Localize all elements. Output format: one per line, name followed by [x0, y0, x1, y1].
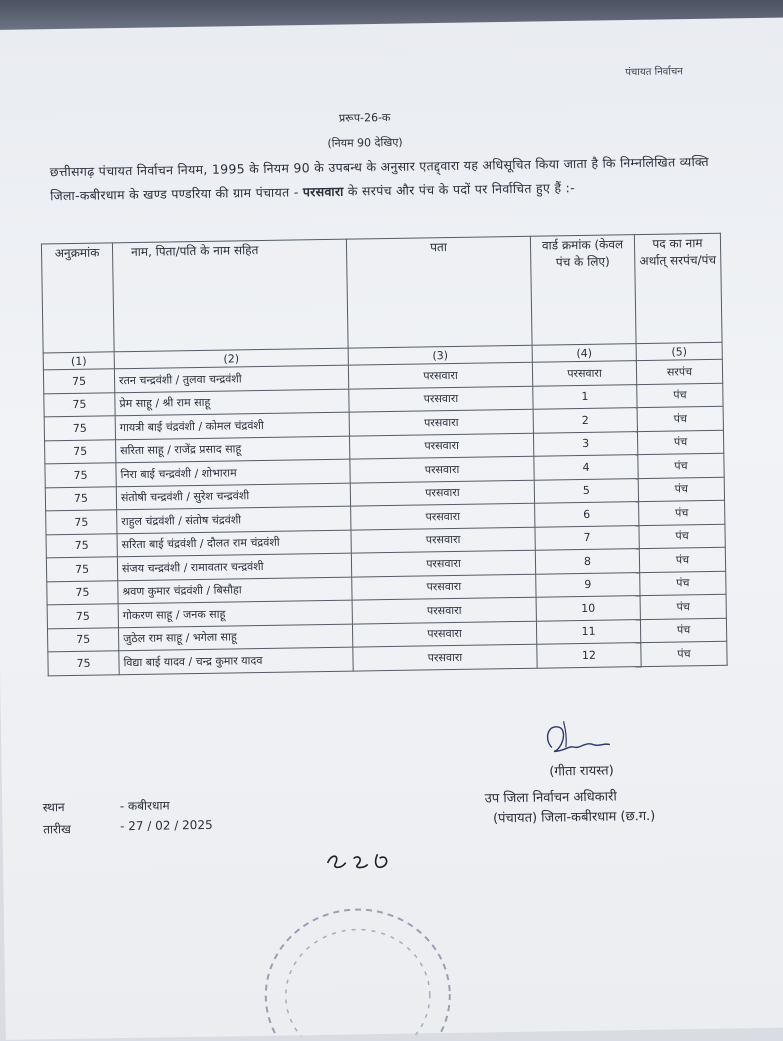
cell-serial: 75	[47, 604, 118, 629]
date-label: तारीख	[43, 822, 72, 837]
cell-address: परसवारा	[349, 433, 533, 459]
cell-post: पंच	[637, 430, 723, 455]
cell-name: श्रवण कुमार चंद्रवंशी / बिसौहा	[118, 577, 352, 604]
header-address: पता	[346, 236, 532, 348]
cell-ward: 11	[536, 619, 640, 644]
signatory-name: (गीता रायस्त)	[549, 763, 614, 780]
cell-post: पंच	[638, 453, 724, 478]
cell-serial: 75	[46, 557, 117, 582]
cell-address: परसवारा	[353, 644, 537, 670]
cell-ward: 12	[537, 643, 641, 668]
intro-text-part1: छत्तीसगढ़ पंचायत निर्वाचन नियम, 1995 के नियम 90 के उपबन्ध के अनुसार एतद्द्वारा यह अधिसूचित किया जाता है कि निम्नलिखित व्यक्ति जिला-कबीरधाम के खण्ड पण्डरिया की ग्राम पंचायत -	[49, 153, 710, 204]
cell-ward: 7	[535, 525, 639, 550]
rule-reference: (नियम 90 देखिए)	[327, 135, 403, 150]
cell-ward: 9	[536, 572, 640, 597]
cell-name: विद्या बाई यादव / चन्द्र कुमार यादव	[119, 647, 353, 674]
cell-name: सरिता साहू / राजेंद्र प्रसाद साहू	[116, 436, 350, 463]
cell-serial: 75	[45, 463, 116, 488]
cell-post: सरपंच	[636, 359, 722, 384]
cell-name: गायत्री बाई चंद्रवंशी / कोमल चंद्रवंशी	[115, 412, 349, 439]
cell-ward: 6	[535, 502, 639, 527]
cell-post: पंच	[639, 547, 725, 572]
signatory-title: उप जिला निर्वाचन अधिकारी	[484, 789, 617, 807]
cell-address: परसवारा	[349, 409, 533, 435]
cell-post: पंच	[639, 524, 725, 549]
header-name: नाम, पिता/पति के नाम सहित	[112, 239, 348, 352]
cell-serial: 75	[45, 439, 116, 464]
column-number: (5)	[636, 342, 722, 360]
column-number: (1)	[43, 352, 114, 370]
header-serial: अनुक्रमांक	[41, 243, 114, 353]
cell-address: परसवारा	[352, 574, 536, 600]
signatory-office: (पंचायत) जिला-कबीरधाम (छ.ग.)	[492, 808, 656, 827]
cell-post: पंच	[637, 383, 723, 408]
cell-ward: 8	[535, 549, 639, 574]
cell-name: रतन चन्द्रवंशी / तुलवा चन्द्रवंशी	[114, 365, 348, 392]
cell-name: राहुल चंद्रवंशी / संतोष चंद्रवंशी	[117, 506, 351, 533]
corner-label: पंचायत निर्वाचन	[625, 66, 683, 79]
cell-serial: 75	[47, 580, 118, 605]
cell-address: परसवारा	[351, 527, 535, 553]
cell-name: संतोषी चन्द्रवंशी / सुरेश चन्द्रवंशी	[116, 483, 350, 510]
initials-mark	[323, 848, 399, 875]
cell-post: पंच	[639, 500, 725, 525]
cell-name: जुठेल राम साहू / भगेला साहू	[118, 624, 352, 651]
cell-serial: 75	[46, 510, 117, 535]
cell-address: परसवारा	[350, 480, 534, 506]
header-post: पद का नाम अर्थात् सरपंच/पंच	[634, 233, 722, 343]
column-number: (3)	[348, 345, 532, 365]
cell-serial: 75	[48, 651, 119, 676]
cell-ward: 10	[536, 596, 640, 621]
cell-ward: 4	[534, 455, 638, 480]
place-value: - कबीरधाम	[119, 798, 170, 814]
cell-post: पंच	[641, 641, 727, 666]
intro-text-part2: के सरपंच और पंच के पदों पर निर्वाचित हुए हैं :-	[343, 180, 576, 199]
cell-name: संजय चन्द्रवंशी / रामावतार चन्द्रवंशी	[117, 553, 351, 580]
cell-name: प्रेम साहू / श्री राम साहू	[115, 389, 349, 416]
cell-serial: 75	[46, 533, 117, 558]
panchayat-name: परसवारा	[302, 183, 344, 200]
cell-ward: परसवारा	[532, 361, 636, 386]
cell-serial: 75	[43, 369, 114, 394]
cell-address: परसवारा	[351, 550, 535, 576]
results-table	[41, 233, 728, 676]
office-seal	[256, 894, 458, 1037]
cell-ward: 3	[533, 431, 637, 456]
cell-post: पंच	[637, 406, 723, 431]
notification-text	[50, 150, 731, 209]
cell-serial: 75	[47, 627, 118, 652]
cell-serial: 75	[44, 392, 115, 417]
cell-name: निरा बाई चन्द्रवंशी / शोभाराम	[116, 459, 350, 486]
cell-address: परसवारा	[352, 621, 536, 647]
cell-address: परसवारा	[350, 456, 534, 482]
table-header-row	[41, 233, 722, 353]
cell-address: परसवारा	[349, 386, 533, 412]
cell-post: पंच	[640, 571, 726, 596]
cell-address: परसवारा	[348, 362, 532, 388]
column-number: (2)	[114, 348, 348, 369]
cell-name: सरिता बाई चंद्रवंशी / दौलत राम चंद्रवंशी	[117, 530, 351, 557]
cell-ward: 1	[533, 384, 637, 409]
form-number: प्ररूप-26-क	[338, 110, 391, 125]
cell-ward: 2	[533, 408, 637, 433]
cell-post: पंच	[640, 594, 726, 619]
cell-name: गोकरण साहू / जनक साहू	[118, 600, 352, 627]
cell-address: परसवारा	[351, 503, 535, 529]
cell-ward: 5	[534, 478, 638, 503]
header-ward: वार्ड क्रमांक (केवल पंच के लिए)	[530, 235, 636, 346]
cell-serial: 75	[44, 416, 115, 441]
cell-post: पंच	[640, 618, 726, 643]
cell-address: परसवारा	[352, 597, 536, 623]
column-number: (4)	[532, 344, 636, 363]
date-value: - 27 / 02 / 2025	[119, 817, 213, 834]
cell-post: पंच	[638, 477, 724, 502]
cell-serial: 75	[45, 486, 116, 511]
place-label: स्थान	[42, 800, 65, 815]
